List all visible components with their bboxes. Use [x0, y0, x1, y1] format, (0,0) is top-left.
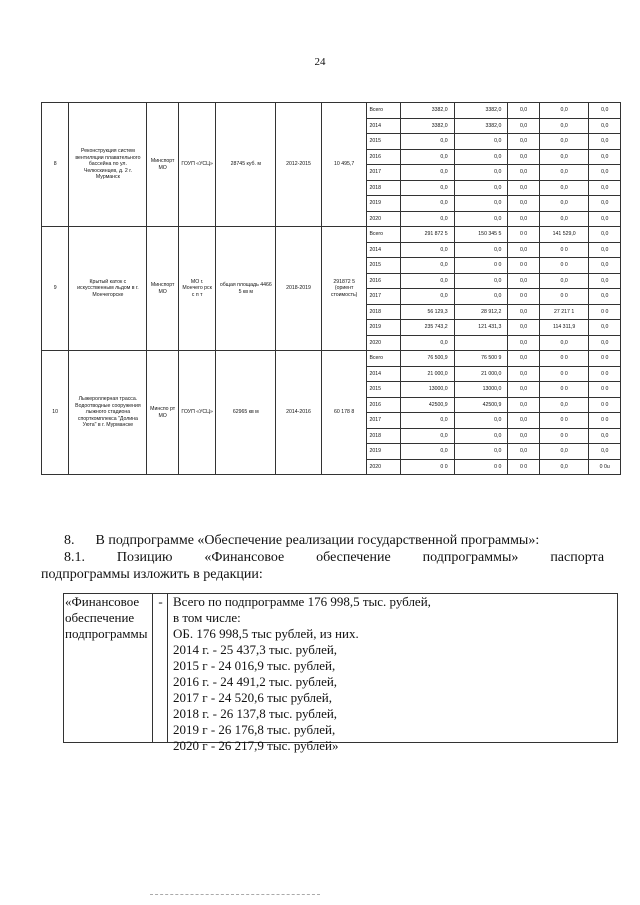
cell-year: 2015 — [367, 258, 400, 274]
cell-value: 0,0 — [508, 320, 539, 336]
cell-value: 0 0 — [508, 258, 539, 274]
cell-value: 0,0 — [589, 211, 621, 227]
cell-value: 0 0 — [589, 366, 621, 382]
cell-total: 42500,9 — [400, 397, 454, 413]
section-number: 8. — [64, 533, 75, 548]
project-customer: ГОУП «УСЦ» — [178, 103, 216, 227]
cell-value: 0,0 — [454, 134, 508, 150]
cell-value: 0 0 — [589, 397, 621, 413]
finance-box — [63, 593, 618, 753]
cell-year: 2020 — [367, 335, 400, 351]
cell-value: 0 0 — [539, 242, 589, 258]
cell-total: 0,0 — [400, 242, 454, 258]
cell-value: 0 0 — [539, 289, 589, 305]
section-8-heading — [64, 532, 604, 549]
cell-value: 0,0 — [589, 273, 621, 289]
table-row — [42, 227, 621, 243]
cell-value: 0 0 — [539, 258, 589, 274]
project-number: 8 — [42, 103, 69, 227]
cell-total: 0,0 — [400, 149, 454, 165]
cell-value: 0,0 — [589, 258, 621, 274]
project-period: 2014-2016 — [276, 351, 322, 475]
cell-value: 0,0 — [589, 227, 621, 243]
cell-value: 0,0 — [539, 459, 589, 475]
cell-value: 0,0 — [508, 273, 539, 289]
cell-year: 2017 — [367, 413, 400, 429]
cell-total: 56 129,3 — [400, 304, 454, 320]
cell-year: 2017 — [367, 289, 400, 305]
cell-total: 0,0 — [400, 134, 454, 150]
cell-value — [454, 335, 508, 351]
cell-total: 0,0 — [400, 335, 454, 351]
project-executor: Минспорт МО — [147, 227, 178, 351]
finance-line: Всего по подпрограмме 176 998,5 тыс. рублей, — [173, 594, 431, 609]
project-capacity: 28745 куб. м — [216, 103, 276, 227]
project-executor: Минспорт МО — [147, 103, 178, 227]
cell-total: 0,0 — [400, 273, 454, 289]
cell-value: 0,0 — [539, 444, 589, 460]
table-row — [42, 351, 621, 367]
cell-value: 0,0 — [539, 103, 589, 119]
cell-value: 42500,9 — [454, 397, 508, 413]
project-customer: ГОУП «УСЦ» — [178, 351, 216, 475]
projects-table — [41, 102, 621, 475]
cell-value: 27 217 1 — [539, 304, 589, 320]
finance-line: 2015 г - 24 016,9 тыс. рублей, — [173, 658, 336, 673]
cell-value: 150 345 5 — [454, 227, 508, 243]
cell-value: 0,0 — [589, 289, 621, 305]
cell-value: 0,0 — [539, 335, 589, 351]
cell-value: 0,0 — [508, 211, 539, 227]
cell-value: 0 0 — [508, 227, 539, 243]
project-executor: Минспо рт МО — [147, 351, 178, 475]
cell-value: 141 529,0 — [539, 227, 589, 243]
cell-total: 291 872 5 — [400, 227, 454, 243]
subsection-word: «Финансовое — [204, 550, 285, 565]
subsection-8-1-line2: подпрограммы изложить в редакции: — [41, 567, 263, 582]
cell-total: 3382,0 — [400, 103, 454, 119]
table-row — [42, 103, 621, 119]
cell-total: 0,0 — [400, 165, 454, 181]
cell-value: 0,0 — [539, 196, 589, 212]
cell-year: 2016 — [367, 397, 400, 413]
finance-line: ОБ. 176 998,5 тыс рублей, из них. — [173, 626, 359, 641]
cell-year: 2016 — [367, 149, 400, 165]
cell-value: 0,0 — [589, 335, 621, 351]
cell-year: 2015 — [367, 382, 400, 398]
cell-value: 0 0 — [454, 459, 508, 475]
subsection-word: Позицию — [116, 550, 173, 565]
project-period: 2012-2015 — [276, 103, 322, 227]
cell-value: 0,0 — [539, 180, 589, 196]
cell-value: 0,0 — [508, 413, 539, 429]
finance-label — [64, 594, 153, 742]
cell-value: 0,0 — [539, 165, 589, 181]
finance-line: 2016 г. - 24 491,2 тыс. рублей, — [173, 674, 338, 689]
cell-total: 0,0 — [400, 211, 454, 227]
page-number: 24 — [314, 56, 326, 68]
subsection-number: 8.1. — [64, 550, 85, 565]
finance-line: в том числе: — [173, 610, 241, 625]
cell-value: 0,0 — [508, 196, 539, 212]
cell-value: 0,0 — [589, 165, 621, 181]
cell-year: 2015 — [367, 134, 400, 150]
cell-value: 0 0 — [539, 351, 589, 367]
project-number: 10 — [42, 351, 69, 475]
cell-value: 0,0 — [508, 134, 539, 150]
cell-value: 0,0 — [454, 413, 508, 429]
cell-value: 0,0 — [508, 180, 539, 196]
cell-value: 0,0 — [454, 196, 508, 212]
cell-year: Всего — [367, 103, 400, 119]
project-name: Крытый каток с искусственным льдом в г. Мончегорске — [69, 227, 147, 351]
cell-year: 2018 — [367, 180, 400, 196]
cell-total: 0,0 — [400, 413, 454, 429]
project-cost: 291872 5 (ориент стоимость) — [321, 227, 367, 351]
cell-value: 0,0 — [589, 428, 621, 444]
cell-value: 0,0 — [454, 211, 508, 227]
cell-value: 0 0 — [539, 413, 589, 429]
cell-value: 3382,0 — [454, 103, 508, 119]
cell-value: 0,0 — [539, 273, 589, 289]
finance-line: 2020 г - 26 217,9 тыс. рублей» — [173, 738, 339, 753]
cell-value: 0 0u — [589, 459, 621, 475]
cell-value: 0,0 — [508, 397, 539, 413]
cell-value: 0,0 — [589, 242, 621, 258]
cell-value: 0,0 — [508, 103, 539, 119]
project-customer: МО г. Мончего рск с п т — [178, 227, 216, 351]
cell-total: 235 743,2 — [400, 320, 454, 336]
finance-line: 2017 г - 24 520,6 тыс рублей, — [173, 690, 333, 705]
cell-year: 2020 — [367, 211, 400, 227]
cell-value: 0,0 — [539, 397, 589, 413]
project-number: 9 — [42, 227, 69, 351]
cell-value: 0,0 — [508, 351, 539, 367]
cell-value: 0,0 — [539, 118, 589, 134]
finance-dash: - — [154, 594, 168, 742]
cell-value: 0,0 — [539, 211, 589, 227]
cell-total: 0 0 — [400, 459, 454, 475]
cell-value: 0 0 — [539, 428, 589, 444]
cell-total: 0,0 — [400, 196, 454, 212]
cell-value: 0,0 — [539, 134, 589, 150]
cell-year: 2020 — [367, 459, 400, 475]
cell-value: 0 0 — [454, 258, 508, 274]
cell-year: 2019 — [367, 320, 400, 336]
cell-value: 3382,0 — [454, 118, 508, 134]
project-name: Лыжероллерная трасса. Водоотводные сооружения лыжного стадиона спорткомплекса "Долина Уюта" в г. Мурманске — [69, 351, 147, 475]
project-capacity: 62965 кв м — [216, 351, 276, 475]
section-text: В подпрограмме «Обеспечение реализации государственной программы»: — [95, 533, 540, 548]
cell-value: 0,0 — [454, 165, 508, 181]
subsection-8-1 — [64, 549, 604, 566]
cell-value: 0 0 — [589, 382, 621, 398]
cell-value: 0,0 — [589, 134, 621, 150]
cell-total: 3382,0 — [400, 118, 454, 134]
subsection-word: подпрограммы» — [422, 550, 519, 565]
cell-total: 76 500,9 — [400, 351, 454, 367]
project-name: Реконструкция систем вентиляции плавательного бассейна по ул. Челюскинцев, д. 2 г. Мурманск — [69, 103, 147, 227]
finance-details — [173, 594, 613, 754]
cell-value: 28 912,2 — [454, 304, 508, 320]
cell-value: 0,0 — [508, 304, 539, 320]
cell-value: 0,0 — [508, 242, 539, 258]
cell-value: 0 0 — [589, 413, 621, 429]
cell-value: 0,0 — [454, 149, 508, 165]
cell-year: 2019 — [367, 444, 400, 460]
cell-value: 0,0 — [454, 428, 508, 444]
finance-line: 2019 г - 26 176,8 тыс. рублей, — [173, 722, 336, 737]
footer-line — [150, 894, 320, 896]
cell-value: 0,0 — [589, 118, 621, 134]
cell-value: 0 0 — [589, 351, 621, 367]
cell-value: 0,0 — [508, 382, 539, 398]
cell-value: 114 311,9 — [539, 320, 589, 336]
project-capacity: общая площадь 4466 5 кв м — [216, 227, 276, 351]
cell-year: Всего — [367, 351, 400, 367]
cell-value: 0,0 — [508, 149, 539, 165]
cell-value: 0,0 — [454, 289, 508, 305]
cell-year: 2018 — [367, 428, 400, 444]
cell-year: 2017 — [367, 165, 400, 181]
cell-value: 0,0 — [589, 149, 621, 165]
cell-value: 0,0 — [589, 444, 621, 460]
cell-total: 0,0 — [400, 444, 454, 460]
project-cost: 60 178 8 — [321, 351, 367, 475]
cell-value: 0,0 — [589, 320, 621, 336]
cell-value: 0 0 — [539, 382, 589, 398]
cell-total: 0,0 — [400, 289, 454, 305]
cell-year: 2016 — [367, 273, 400, 289]
cell-total: 0,0 — [400, 428, 454, 444]
cell-year: Всего — [367, 227, 400, 243]
cell-total: 13000,0 — [400, 382, 454, 398]
cell-value: 0,0 — [454, 273, 508, 289]
cell-value: 76 500 9 — [454, 351, 508, 367]
cell-total: 21 000,0 — [400, 366, 454, 382]
cell-value: 13000,0 — [454, 382, 508, 398]
cell-value: 21 000,0 — [454, 366, 508, 382]
cell-year: 2018 — [367, 304, 400, 320]
cell-value: 0,0 — [454, 180, 508, 196]
cell-value: 0,0 — [508, 335, 539, 351]
cell-value: 0,0 — [589, 103, 621, 119]
cell-value: 0,0 — [508, 366, 539, 382]
cell-value: 0,0 — [508, 165, 539, 181]
finance-line: 2018 г. - 26 137,8 тыс. рублей, — [173, 706, 338, 721]
cell-value: 0,0 — [539, 149, 589, 165]
finance-label-line: «Финансовое — [65, 594, 140, 609]
cell-year: 2014 — [367, 118, 400, 134]
cell-total: 0,0 — [400, 258, 454, 274]
cell-value: 0 0 — [589, 304, 621, 320]
cell-year: 2014 — [367, 242, 400, 258]
project-period: 2018-2019 — [276, 227, 322, 351]
finance-label-line: подпрограммы — [65, 626, 148, 641]
cell-year: 2019 — [367, 196, 400, 212]
cell-value: 0,0 — [508, 118, 539, 134]
subsection-word: обеспечение — [316, 550, 391, 565]
cell-value: 0,0 — [589, 196, 621, 212]
project-cost: 10 495,7 — [321, 103, 367, 227]
cell-value: 121 431,3 — [454, 320, 508, 336]
cell-value: 0 0 — [539, 366, 589, 382]
finance-label-line: обеспечение — [65, 610, 135, 625]
cell-total: 0,0 — [400, 180, 454, 196]
cell-value: 0,0 — [454, 242, 508, 258]
finance-line: 2014 г. - 25 437,3 тыс. рублей, — [173, 642, 338, 657]
cell-year: 2014 — [367, 366, 400, 382]
cell-value: 0 0 — [508, 459, 539, 475]
subsection-word: паспорта — [550, 550, 605, 565]
cell-value: 0,0 — [508, 428, 539, 444]
cell-value: 0,0 — [454, 444, 508, 460]
cell-value: 0 0 — [508, 289, 539, 305]
cell-value: 0,0 — [589, 180, 621, 196]
cell-value: 0,0 — [508, 444, 539, 460]
